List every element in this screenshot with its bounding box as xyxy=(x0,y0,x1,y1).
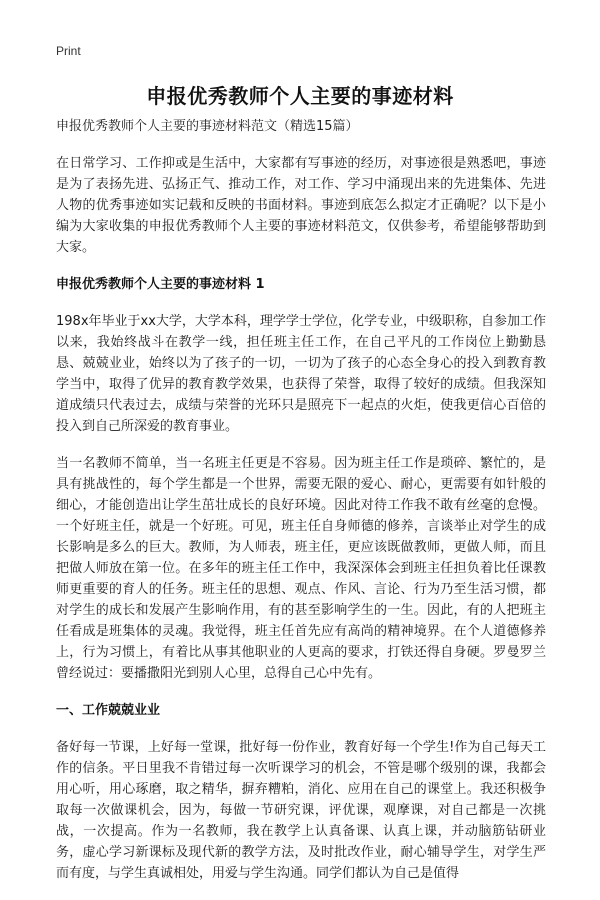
section-heading-1: 申报优秀教师个人主要的事迹材料 1 xyxy=(56,277,265,292)
document-title: 申报优秀教师个人主要的事迹材料 xyxy=(146,84,454,108)
intro-paragraph: 在日常学习、工作抑或是生活中，大家都有写事迹的经历，对事迹很是熟悉吧，事迹是为了表扬先进、弘扬正气、推动工作，对工作、学习中涌现出来的先进集体、先进人物的优秀事迹如实记载和反映的书面材料。事迹到底怎么拟定才正确呢？以下是小编为大家收集的申报优秀教师个人主要的事迹材料范文，仅供参考，希望能够帮助到大家。 xyxy=(56,156,546,255)
paragraph-3: 备好每一节课，上好每一堂课，批好每一份作业，教育好每一个学生!作为自己每天工作的信条。平日里我不肯错过每一次听课学习的机会，不管是哪个级别的课，我都会用心听，用心琢磨，取之精华，摒弃糟粕，消化、应用在自己的课堂上。我还积极争取每一次做课机会，因为，每做一节研究课，评优课，观摩课，对自己都是一次挑战，一次提高。作为一名教师，我在教学上认真备课、认真上课，并动脑筋钻研业务，虚心学习新课标及现代新的教学方法，及时批改作业，耐心辅导学生，对学生严而有度，与学生真诚相处，用爱与学生沟通。同学们都认为自己是值得 xyxy=(56,740,546,881)
document-body xyxy=(56,116,546,900)
paragraph-2: 当一名教师不简单，当一名班主任更是不容易。因为班主任工作是琐碎、繁忙的，是具有挑战性的，每个学生都是一个世界，需要无限的爱心、耐心，更需要有如针般的细心，才能创造出让学生茁壮成长的良好环境。因此对待工作我不敢有丝毫的怠慢。一个好班主任，就是一个好班。可见，班主任自身师德的修养，言谈举止对学生的成长影响是多么的巨大。教师，为人师表，班主任，更应该既做教师，更做人师，而且把做人师放在第一位。在多年的班主任工作中，我深深体会到班主任担负着比任课教师更重要的育人的任务。班主任的思想、观点、作风、言论、行为乃至生活习惯，都对学生的成长和发展产生影响作用，有的甚至影响学生的一生。因此，有的人把班主任看成是班集体的灵魂。我觉得，班主任首先应有高尚的精神境界。在个人道德修养上，行为习惯上，有着比从事其他职业的人更高的要求，打铁还得自身硬。罗曼罗兰曾经说过：要播撒阳光到别人心里，总得自己心中先有。 xyxy=(56,456,546,681)
print-label: Print xyxy=(56,44,81,58)
section-heading-2: 一、工作兢兢业业 xyxy=(56,703,161,718)
paragraph-1: 198x年毕业于xx大学，大学本科，理学学士学位，化学专业，中级职称，自参加工作以来，我始终战斗在教学一线，担任班主任工作，在自己平凡的工作岗位上勤勤恳恳、兢兢业业，始终以为了孩子的一切，一切为了孩子的心态全身心的投入到教育教学当中，取得了优异的教育教学效果，也获得了荣誉，取得了较好的成绩。但我深知道成绩只代表过去，成绩与荣誉的光环只是照亮下一起点的火炬，使我更信心百倍的投入到自己所深爱的教育事业。 xyxy=(56,314,546,434)
document-subtitle: 申报优秀教师个人主要的事迹材料范文（精选15篇） xyxy=(56,119,359,134)
